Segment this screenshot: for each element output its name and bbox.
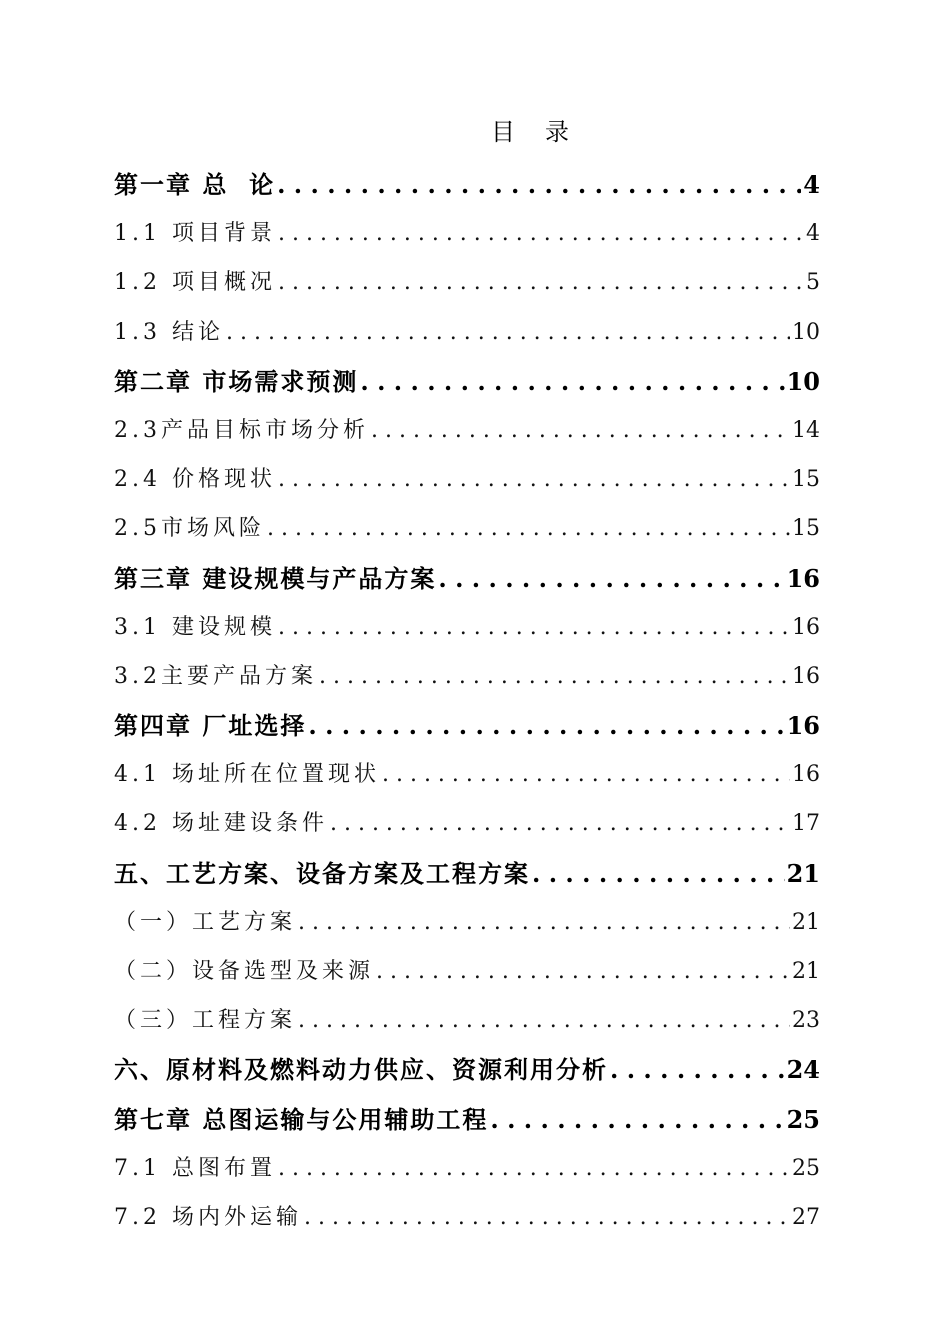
toc-entry-page-number: 24 — [786, 1055, 820, 1085]
toc-title: 目录 — [491, 118, 599, 146]
toc-entry-chapter-7[interactable] — [114, 1095, 820, 1144]
toc-entry-label: 7.2 场内外运输 — [114, 1204, 302, 1230]
dot-leader — [278, 603, 790, 652]
dot-leader — [278, 258, 804, 307]
toc-entry-section-4-2[interactable] — [114, 799, 820, 848]
toc-entry-page-number: 15 — [792, 467, 820, 493]
toc-entry-label: 第七章 总图运输与公用辅助工程 — [114, 1104, 489, 1134]
toc-entry-page-number: 5 — [806, 270, 820, 296]
toc-entry-chapter-1[interactable] — [114, 160, 820, 209]
toc-entry-page-number: 21 — [786, 858, 820, 888]
dot-leader — [438, 554, 784, 603]
toc-entry-page-number: 15 — [792, 516, 820, 542]
toc-entry-page-number: 27 — [792, 1204, 820, 1230]
toc-entry-section-7-2[interactable] — [114, 1193, 820, 1242]
toc-entry-page-number: 16 — [792, 762, 820, 788]
toc-entry-section-7-1[interactable] — [114, 1144, 820, 1193]
toc-entry-section-1-3[interactable] — [114, 308, 820, 357]
toc-entry-section-3-2[interactable] — [114, 652, 820, 701]
dot-leader — [360, 357, 784, 406]
dot-leader — [278, 209, 804, 258]
toc-entry-label: 六、原材料及燃料动力供应、资源利用分析 — [114, 1055, 608, 1085]
dot-leader — [376, 947, 790, 996]
toc-entry-label: 2.3产品目标市场分析 — [114, 417, 369, 443]
toc-entry-section-1-2[interactable] — [114, 258, 820, 307]
toc-entry-label: 7.1 总图布置 — [114, 1155, 276, 1181]
dot-leader — [382, 750, 790, 799]
dot-leader — [319, 652, 790, 701]
dot-leader — [304, 1193, 790, 1242]
dot-leader — [298, 996, 790, 1045]
toc-entry-section-2-4[interactable] — [114, 455, 820, 504]
toc-entry-chapter-6[interactable] — [114, 1045, 820, 1094]
toc-entry-label: 2.4 价格现状 — [114, 467, 276, 493]
toc-entry-chapter-2[interactable] — [114, 357, 820, 406]
toc-entry-page-number: 21 — [792, 909, 820, 935]
toc-entry-page-number: 16 — [792, 663, 820, 689]
toc-entry-chapter-3[interactable] — [114, 554, 820, 603]
dot-leader — [308, 701, 784, 750]
toc-entry-label: 3.2主要产品方案 — [114, 663, 317, 689]
toc-entry-page-number: 25 — [792, 1155, 820, 1181]
toc-entry-label: 第二章 市场需求预测 — [114, 366, 359, 396]
toc-entry-page-number: 14 — [792, 417, 820, 443]
toc-entry-label: （三）工程方案 — [114, 1008, 297, 1034]
toc-entry-label: （二）设备选型及来源 — [114, 959, 375, 984]
toc-entry-label: 五、工艺方案、设备方案及工程方案 — [114, 858, 530, 888]
toc-entry-page-number: 16 — [786, 563, 820, 593]
dot-leader — [610, 1045, 785, 1094]
toc-entry-chapter-4[interactable] — [114, 701, 820, 750]
toc-entry-page-number: 25 — [786, 1104, 820, 1134]
toc-entry-section-5-3[interactable] — [114, 996, 820, 1045]
toc-entry-page-number: 17 — [792, 811, 820, 837]
toc-entry-label: 第三章 建设规模与产品方案 — [114, 563, 437, 593]
dot-leader — [490, 1095, 784, 1144]
toc-entry-label: 第一章 总 论 — [114, 170, 276, 199]
toc-entry-section-5-1[interactable] — [114, 898, 820, 947]
toc-entry-page-number: 10 — [792, 319, 820, 345]
dot-leader — [277, 160, 801, 209]
toc-entry-section-1-1[interactable] — [114, 209, 820, 258]
toc-entry-label: 4.2 场址建设条件 — [114, 811, 328, 837]
toc-entry-section-2-3[interactable] — [114, 406, 820, 455]
toc-entry-section-4-1[interactable] — [114, 750, 820, 799]
toc-entry-label: 1.3 结论 — [114, 319, 224, 345]
toc-entry-label: 4.1 场址所在位置现状 — [114, 762, 380, 788]
toc-entry-label: 第四章 厂址选择 — [114, 711, 307, 741]
dot-leader — [278, 455, 790, 504]
toc-entry-label: 1.2 项目概况 — [114, 270, 276, 296]
toc-list — [114, 160, 820, 1242]
dot-leader — [532, 849, 785, 898]
toc-entry-chapter-5[interactable] — [114, 849, 820, 898]
toc-entry-section-2-5[interactable] — [114, 504, 820, 553]
toc-entry-label: 1.1 项目背景 — [114, 221, 276, 247]
dot-leader — [371, 406, 790, 455]
toc-entry-page-number: 4 — [803, 170, 820, 199]
dot-leader — [330, 799, 790, 848]
dot-leader — [298, 898, 790, 947]
toc-entry-page-number: 4 — [806, 221, 820, 247]
toc-entry-label: 3.1 建设规模 — [114, 614, 276, 640]
dot-leader — [278, 1144, 790, 1193]
toc-entry-section-5-2[interactable] — [114, 947, 820, 996]
toc-entry-label: 2.5市场风险 — [114, 516, 265, 542]
toc-entry-page-number: 16 — [786, 711, 820, 741]
dot-leader — [226, 308, 790, 357]
toc-entry-page-number: 16 — [792, 614, 820, 640]
toc-entry-page-number: 21 — [792, 959, 820, 984]
dot-leader — [267, 504, 790, 553]
toc-entry-page-number: 23 — [792, 1008, 820, 1034]
toc-entry-label: （一）工艺方案 — [114, 909, 297, 935]
toc-entry-page-number: 10 — [786, 366, 820, 396]
toc-entry-section-3-1[interactable] — [114, 603, 820, 652]
